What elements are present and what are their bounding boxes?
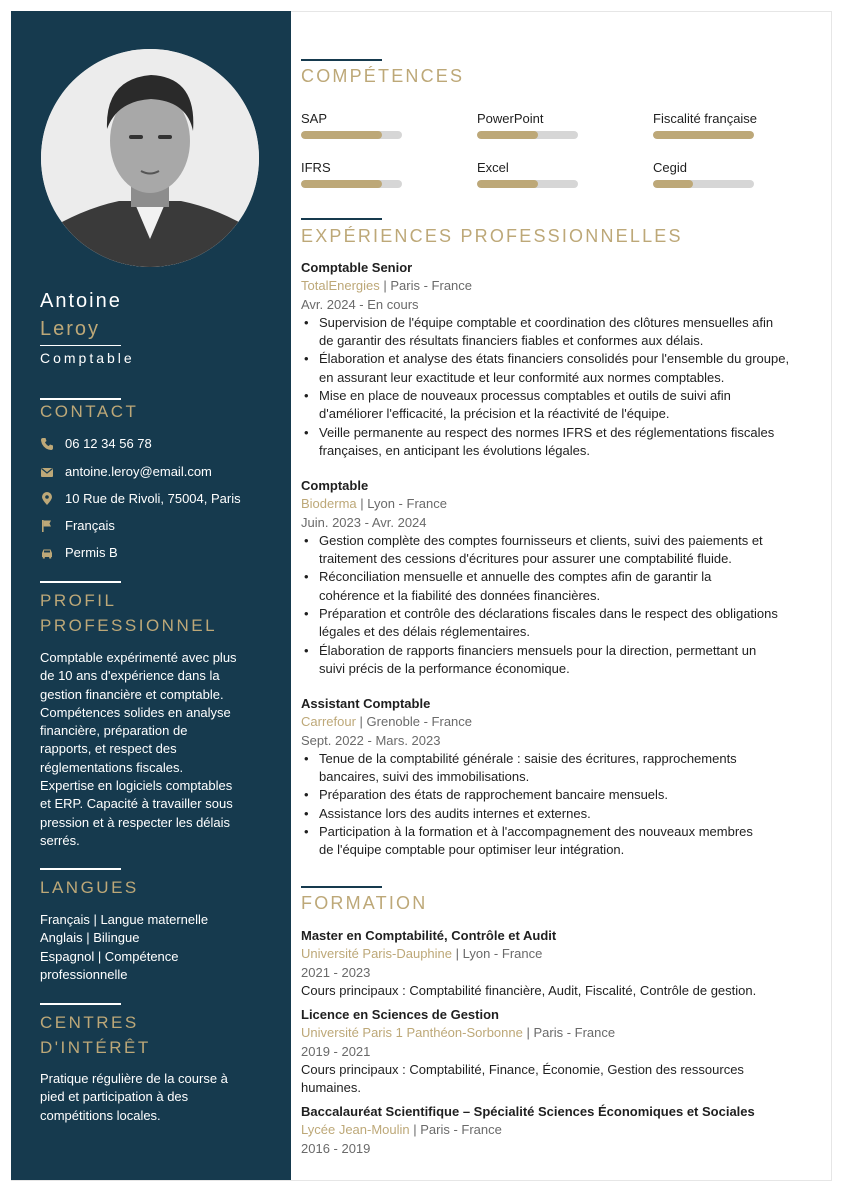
skill-name: Fiscalité française xyxy=(653,111,758,126)
skill-bar-fill xyxy=(477,131,538,139)
job-bullet: • Assistance lors des audits internes et externes. xyxy=(301,805,821,823)
sidebar xyxy=(11,11,291,1180)
job-entry xyxy=(301,695,821,860)
education-description: Cours principaux : Comptabilité, Finance, Économie, Gestion des ressources humaines. xyxy=(301,1061,744,1096)
job-location: | Grenoble - France xyxy=(355,714,473,730)
school-location: | Paris - France xyxy=(522,1025,616,1041)
skill-name: IFRS xyxy=(301,160,331,175)
contact-license xyxy=(40,545,118,560)
school-location: | Paris - France xyxy=(409,1122,502,1138)
language-line: professionnelle xyxy=(40,966,128,982)
summary-heading-line: PROFIL xyxy=(40,591,117,610)
degree-title: Baccalauréat Scientifique – Spécialité Sciences Économiques et Sociales xyxy=(301,1104,755,1119)
skill-item xyxy=(477,160,578,188)
education-dates: 2016 - 2019 xyxy=(301,1140,371,1156)
job-entry-company xyxy=(301,277,821,295)
skill-bar xyxy=(477,131,578,139)
skills-divider xyxy=(301,59,382,61)
job-entry-title: Comptable Senior xyxy=(301,260,413,275)
summary-line: rapports, et respect des xyxy=(40,741,177,757)
school-location: | Lyon - France xyxy=(452,946,543,962)
skills-heading: COMPÉTENCES xyxy=(301,66,465,86)
education-dates: 2021 - 2023 xyxy=(301,964,371,980)
skill-name: Excel xyxy=(477,160,509,175)
interests-heading-line: CENTRES xyxy=(40,1013,139,1032)
interests-heading-line: D'INTÉRÊT xyxy=(40,1038,151,1057)
job-bullet: • Préparation et contrôle des déclarations fiscales dans le respect des obligations légales et des délais réglementaires. xyxy=(301,605,821,642)
education-heading: FORMATION xyxy=(301,893,428,913)
location-pin-icon xyxy=(40,492,54,506)
experience-heading: EXPÉRIENCES PROFESSIONNELLES xyxy=(301,226,683,246)
profile-photo xyxy=(41,49,259,267)
education-entry xyxy=(301,1006,821,1097)
job-title: Comptable xyxy=(40,350,135,366)
contact-nationality-text: Français xyxy=(65,518,115,533)
summary-line: Expertise en logiciels comptables xyxy=(40,778,233,794)
skill-name: Cegid xyxy=(653,160,687,175)
school-name: Université Paris 1 Panthéon-Sorbonne xyxy=(301,1025,523,1041)
skill-bar xyxy=(301,180,402,188)
contact-license-text: Permis B xyxy=(65,545,118,560)
job-entry xyxy=(301,477,821,678)
job-bullet: • Tenue de la comptabilité générale : saisie des écritures, rapprochements bancaires, suivi des immobilisations. xyxy=(301,750,821,787)
skill-name: PowerPoint xyxy=(477,111,544,126)
summary-line: serrés. xyxy=(40,832,80,848)
education-dates: 2019 - 2021 xyxy=(301,1043,371,1059)
degree-title: Licence en Sciences de Gestion xyxy=(301,1007,499,1022)
summary-text xyxy=(40,649,254,850)
skill-bar xyxy=(477,180,578,188)
skill-bar-fill xyxy=(653,180,693,188)
interests-line: Pratique régulière de la course à xyxy=(40,1071,228,1086)
languages-list xyxy=(40,911,254,984)
summary-line: réglementations fiscales. xyxy=(40,759,184,775)
car-icon xyxy=(40,546,54,560)
contact-address-text: 10 Rue de Rivoli, 75004, Paris xyxy=(65,491,241,506)
company-name: Carrefour xyxy=(301,714,356,730)
skill-item xyxy=(477,111,578,139)
summary-line: financière, préparation de xyxy=(40,723,188,739)
job-entry-title: Assistant Comptable xyxy=(301,696,431,711)
skill-item xyxy=(653,160,754,188)
job-bullet: • Mise en place de nouveaux processus comptables et outils de suivi afin d'améliorer l'efficacité, la précision et la réactivité de l'équipe. xyxy=(301,387,821,424)
school-name: Université Paris-Dauphine xyxy=(301,946,453,962)
summary-line: et ERP. Capacité à travailler sous xyxy=(40,796,233,812)
contact-email[interactable] xyxy=(40,464,212,479)
job-entry-company xyxy=(301,713,821,731)
education-school xyxy=(301,945,821,963)
summary-heading xyxy=(40,588,217,638)
phone-icon xyxy=(40,437,54,451)
education-description: Cours principaux : Comptabilité financière, Audit, Fiscalité, Contrôle de gestion. xyxy=(301,982,757,998)
interests-line: compétitions locales. xyxy=(40,1107,161,1123)
skill-bar xyxy=(653,131,754,139)
summary-line: de 10 ans d'expérience dans la xyxy=(40,668,220,684)
interests-line: pied et participation à des xyxy=(40,1089,189,1105)
contact-heading: CONTACT xyxy=(40,402,139,421)
language-line: Espagnol | Compétence xyxy=(40,948,179,964)
summary-line: Comptable expérimenté avec plus xyxy=(40,650,237,665)
interests-heading xyxy=(40,1010,151,1060)
skill-item xyxy=(301,111,402,139)
job-bullet: • Élaboration et analyse des états financiers consolidés pour l'ensemble du groupe, en assurant leur exactitude et leur conformité aux normes comptables. xyxy=(301,350,821,387)
job-location: | Paris - France xyxy=(379,278,473,294)
job-dates: Sept. 2022 - Mars. 2023 xyxy=(301,732,441,748)
summary-line: Compétences solides en analyse xyxy=(40,704,231,720)
mail-icon xyxy=(40,465,54,479)
contact-email-text: antoine.leroy@email.com xyxy=(65,464,212,479)
contact-phone-text: 06 12 34 56 78 xyxy=(65,436,152,451)
job-bullet: • Participation à la formation et à l'accompagnement des nouveaux membres de l'équipe comptable pour optimiser leur intégration. xyxy=(301,823,821,860)
job-bullet: • Veille permanente au respect des normes IFRS et des réglementations fiscales françaises, en anticipant les évolutions légales. xyxy=(301,424,821,461)
job-bullet: • Réconciliation mensuelle et annuelle des comptes afin de garantir la cohérence et la fiabilité des données financières. xyxy=(301,568,821,605)
skill-item xyxy=(653,111,757,139)
skill-bar xyxy=(301,131,402,139)
flag-icon xyxy=(40,519,54,533)
school-name: Lycée Jean-Moulin xyxy=(301,1122,410,1138)
interests-divider xyxy=(40,1003,121,1005)
education-entry xyxy=(301,1103,821,1158)
job-dates: Avr. 2024 - En cours xyxy=(301,296,419,312)
experience-divider xyxy=(301,218,382,220)
job-entry xyxy=(301,259,821,460)
job-bullet: • Préparation des états de rapprochement bancaire mensuels. xyxy=(301,786,821,804)
company-name: TotalEnergies xyxy=(301,278,380,294)
summary-heading-line: PROFESSIONNEL xyxy=(40,616,218,635)
skill-bar-fill xyxy=(301,180,382,188)
degree-title: Master en Comptabilité, Contrôle et Audit xyxy=(301,928,557,943)
contact-address xyxy=(40,491,241,506)
summary-line: pression et à respecter les délais xyxy=(40,814,231,830)
summary-divider xyxy=(40,581,121,583)
name-divider xyxy=(40,345,121,346)
education-divider xyxy=(301,886,382,888)
job-bullet: • Élaboration de rapports financiers mensuels pour la direction, permettant un suivi précis de la performance économique. xyxy=(301,642,821,679)
skill-bar-fill xyxy=(653,131,754,139)
contact-nationality xyxy=(40,518,115,533)
job-entry-company xyxy=(301,495,821,513)
company-name: Bioderma xyxy=(301,496,357,512)
skill-bar-fill xyxy=(477,180,538,188)
education-school xyxy=(301,1121,821,1139)
summary-line: gestion financière et comptable. xyxy=(40,686,224,702)
language-line: Anglais | Bilingue xyxy=(40,930,140,946)
skill-bar xyxy=(653,180,754,188)
language-line: Français | Langue maternelle xyxy=(40,912,209,927)
education-entry xyxy=(301,927,821,1000)
skill-name: SAP xyxy=(301,111,328,126)
skill-bar-fill xyxy=(301,131,382,139)
education-school xyxy=(301,1024,821,1042)
first-name: Antoine xyxy=(40,290,122,312)
interests-text xyxy=(40,1070,254,1125)
languages-heading: LANGUES xyxy=(40,878,139,897)
job-bullet: • Gestion complète des comptes fournisseurs et clients, suivi des paiements et traitement des cessions d'écritures pour assurer une comptabilité fluide. xyxy=(301,532,821,569)
job-location: | Lyon - France xyxy=(356,496,447,512)
job-bullet: • Supervision de l'équipe comptable et coordination des clôtures mensuelles afin de garantir des résultats financiers fiables et conformes aux délais. xyxy=(301,314,821,351)
contact-phone[interactable] xyxy=(40,436,152,451)
skill-item xyxy=(301,160,402,188)
last-name: Leroy xyxy=(40,318,101,340)
job-entry-title: Comptable xyxy=(301,478,369,493)
job-dates: Juin. 2023 - Avr. 2024 xyxy=(301,514,427,530)
languages-divider xyxy=(40,868,121,870)
